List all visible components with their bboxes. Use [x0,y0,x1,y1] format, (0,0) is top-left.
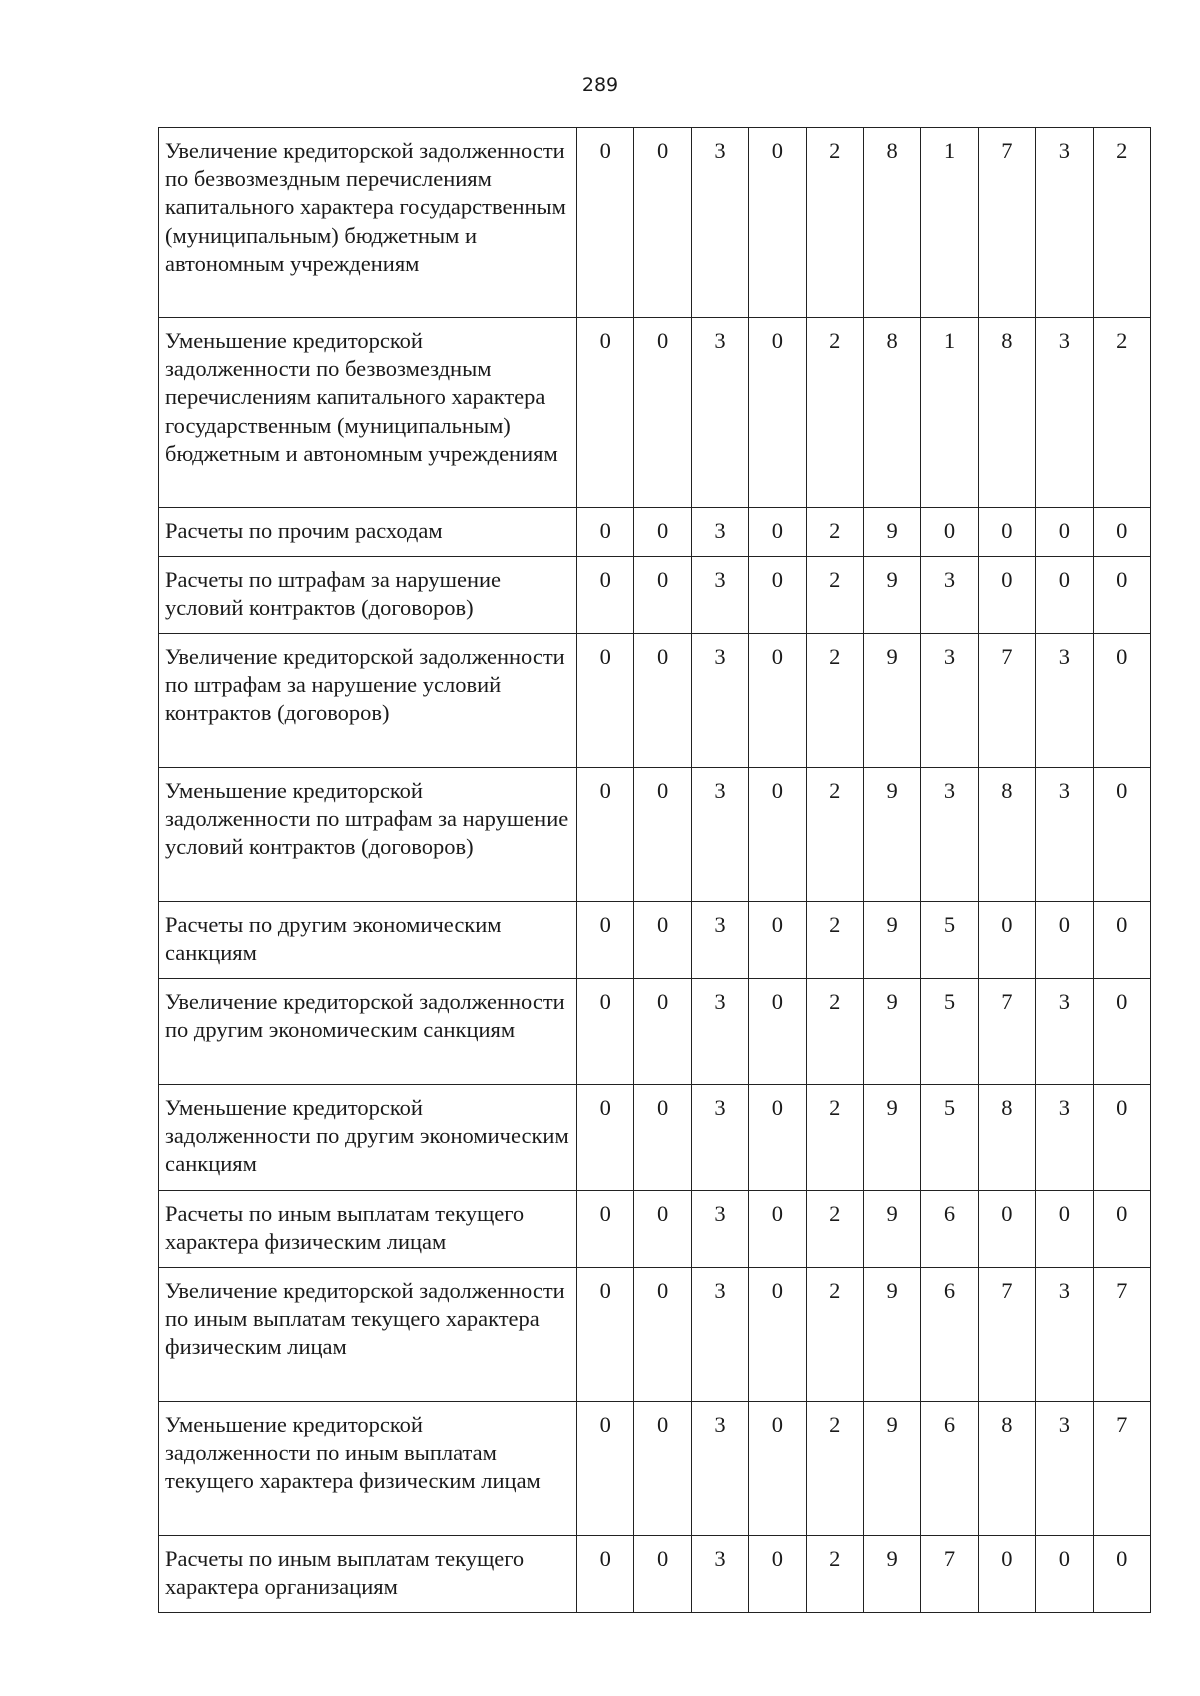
code-digit-cell: 1 [921,318,978,508]
code-digit-cell: 0 [634,768,691,902]
table-row [159,979,1151,1085]
code-digit-cell: 0 [749,768,806,902]
code-digit-cell: 9 [863,508,920,557]
code-digit-cell: 3 [1036,1402,1093,1536]
account-name-cell: Расчеты по иным выплатам текущего характера организациям [159,1536,577,1613]
code-digit-cell: 0 [634,1085,691,1191]
code-digit-cell: 7 [978,634,1035,768]
table-row [159,318,1151,508]
code-digit-cell: 3 [1036,1268,1093,1402]
code-digit-cell: 9 [863,979,920,1085]
code-digit-cell: 2 [806,318,863,508]
code-digit-cell: 0 [634,1536,691,1613]
code-digit-cell: 3 [691,508,748,557]
code-digit-cell: 9 [863,902,920,979]
code-digit-cell: 0 [749,902,806,979]
table-row [159,902,1151,979]
code-digit-cell: 0 [634,508,691,557]
code-digit-cell: 3 [1036,768,1093,902]
code-digit-cell: 3 [1036,1085,1093,1191]
table-row [159,128,1151,318]
code-digit-cell: 0 [577,1085,634,1191]
code-digit-cell: 0 [749,979,806,1085]
table-row [159,1402,1151,1536]
code-digit-cell: 0 [1093,1536,1150,1613]
code-digit-cell: 0 [634,979,691,1085]
code-digit-cell: 0 [1093,634,1150,768]
code-digit-cell: 0 [749,557,806,634]
code-digit-cell: 0 [577,979,634,1085]
code-digit-cell: 3 [691,768,748,902]
code-digit-cell: 0 [1036,1191,1093,1268]
account-code-table [158,127,1151,1613]
code-digit-cell: 0 [577,128,634,318]
code-digit-cell: 9 [863,1402,920,1536]
code-digit-cell: 2 [806,1536,863,1613]
code-digit-cell: 0 [749,634,806,768]
code-digit-cell: 5 [921,1085,978,1191]
code-digit-cell: 0 [577,508,634,557]
account-name-cell: Уменьшение кредиторской задолженности по безвозмездным перечислениям капитального характера государственным (муниципальным) бюджетным и автономным учреждениям [159,318,577,508]
table-row [159,1191,1151,1268]
code-digit-cell: 0 [1093,768,1150,902]
code-digit-cell: 3 [691,557,748,634]
code-digit-cell: 0 [577,1191,634,1268]
code-digit-cell: 7 [1093,1402,1150,1536]
code-digit-cell: 1 [921,128,978,318]
code-digit-cell: 0 [577,557,634,634]
code-digit-cell: 0 [634,557,691,634]
code-digit-cell: 0 [577,1268,634,1402]
code-digit-cell: 0 [1093,557,1150,634]
account-name-cell: Уменьшение кредиторской задолженности по штрафам за нарушение условий контрактов (договоров) [159,768,577,902]
code-digit-cell: 0 [634,318,691,508]
code-digit-cell: 3 [691,1085,748,1191]
code-digit-cell: 0 [749,508,806,557]
code-digit-cell: 3 [691,979,748,1085]
code-digit-cell: 3 [921,634,978,768]
code-digit-cell: 0 [634,1268,691,1402]
account-name-cell: Расчеты по другим экономическим санкциям [159,902,577,979]
code-digit-cell: 0 [749,1191,806,1268]
code-digit-cell: 2 [806,634,863,768]
code-digit-cell: 0 [577,902,634,979]
code-digit-cell: 7 [978,128,1035,318]
code-digit-cell: 0 [749,1085,806,1191]
code-digit-cell: 7 [921,1536,978,1613]
code-digit-cell: 8 [863,128,920,318]
code-digit-cell: 0 [749,318,806,508]
code-digit-cell: 3 [691,318,748,508]
code-digit-cell: 6 [921,1268,978,1402]
code-digit-cell: 2 [806,768,863,902]
code-digit-cell: 2 [806,902,863,979]
code-digit-cell: 0 [634,1191,691,1268]
code-digit-cell: 3 [691,634,748,768]
code-digit-cell: 2 [1093,318,1150,508]
code-digit-cell: 7 [978,1268,1035,1402]
code-digit-cell: 2 [806,557,863,634]
account-name-cell: Уменьшение кредиторской задолженности по другим экономическим санкциям [159,1085,577,1191]
table-row [159,1268,1151,1402]
code-digit-cell: 0 [1093,902,1150,979]
code-digit-cell: 2 [1093,128,1150,318]
code-digit-cell: 9 [863,557,920,634]
table-row [159,1085,1151,1191]
account-name-cell: Увеличение кредиторской задолженности по штрафам за нарушение условий контрактов (договоров) [159,634,577,768]
code-digit-cell: 0 [1036,508,1093,557]
account-name-cell: Увеличение кредиторской задолженности по другим экономическим санкциям [159,979,577,1085]
code-digit-cell: 3 [691,902,748,979]
code-digit-cell: 2 [806,1191,863,1268]
code-digit-cell: 8 [978,1402,1035,1536]
account-name-cell: Увеличение кредиторской задолженности по безвозмездным перечислениям капитального характера государственным (муниципальным) бюджетным и автономным учреждениям [159,128,577,318]
code-digit-cell: 3 [691,128,748,318]
code-digit-cell: 3 [1036,634,1093,768]
code-digit-cell: 0 [978,557,1035,634]
account-name-cell: Уменьшение кредиторской задолженности по иным выплатам текущего характера физическим лицам [159,1402,577,1536]
code-digit-cell: 0 [1093,1085,1150,1191]
page-number: 289 [581,74,619,96]
account-name-cell: Расчеты по штрафам за нарушение условий контрактов (договоров) [159,557,577,634]
code-digit-cell: 2 [806,1085,863,1191]
code-digit-cell: 6 [921,1191,978,1268]
code-digit-cell: 0 [577,634,634,768]
code-digit-cell: 7 [1093,1268,1150,1402]
code-digit-cell: 8 [978,318,1035,508]
code-digit-cell: 3 [691,1536,748,1613]
table-row [159,634,1151,768]
code-digit-cell: 0 [978,902,1035,979]
code-digit-cell: 3 [921,557,978,634]
table-row [159,1536,1151,1613]
code-digit-cell: 9 [863,634,920,768]
account-name-cell: Расчеты по прочим расходам [159,508,577,557]
table-row [159,557,1151,634]
code-digit-cell: 0 [634,1402,691,1536]
code-digit-cell: 2 [806,1268,863,1402]
code-digit-cell: 9 [863,1536,920,1613]
code-digit-cell: 5 [921,902,978,979]
code-digit-cell: 9 [863,1268,920,1402]
code-digit-cell: 0 [978,1191,1035,1268]
code-digit-cell: 0 [577,1536,634,1613]
code-digit-cell: 0 [749,1536,806,1613]
code-digit-cell: 3 [691,1402,748,1536]
code-digit-cell: 0 [978,1536,1035,1613]
code-digit-cell: 7 [978,979,1035,1085]
code-digit-cell: 8 [978,1085,1035,1191]
code-digit-cell: 5 [921,979,978,1085]
account-name-cell: Увеличение кредиторской задолженности по иным выплатам текущего характера физическим лицам [159,1268,577,1402]
code-digit-cell: 0 [1036,902,1093,979]
code-digit-cell: 3 [691,1268,748,1402]
code-digit-cell: 0 [577,768,634,902]
code-digit-cell: 0 [921,508,978,557]
code-digit-cell: 3 [921,768,978,902]
code-digit-cell: 2 [806,128,863,318]
code-digit-cell: 0 [1036,1536,1093,1613]
code-digit-cell: 3 [1036,128,1093,318]
code-digit-cell: 6 [921,1402,978,1536]
code-digit-cell: 2 [806,1402,863,1536]
code-digit-cell: 3 [1036,979,1093,1085]
table-row [159,508,1151,557]
code-digit-cell: 2 [806,508,863,557]
code-digit-cell: 3 [1036,318,1093,508]
code-digit-cell: 0 [749,1402,806,1536]
code-digit-cell: 3 [691,1191,748,1268]
code-digit-cell: 8 [978,768,1035,902]
code-digit-cell: 0 [1093,508,1150,557]
code-digit-cell: 0 [978,508,1035,557]
code-digit-cell: 0 [1036,557,1093,634]
code-digit-cell: 0 [1093,1191,1150,1268]
code-digit-cell: 0 [577,318,634,508]
code-digit-cell: 0 [634,634,691,768]
code-digit-cell: 8 [863,318,920,508]
table-row [159,768,1151,902]
code-digit-cell: 9 [863,768,920,902]
code-digit-cell: 0 [577,1402,634,1536]
code-digit-cell: 9 [863,1085,920,1191]
code-digit-cell: 0 [749,1268,806,1402]
code-digit-cell: 0 [1093,979,1150,1085]
code-digit-cell: 0 [749,128,806,318]
code-digit-cell: 0 [634,128,691,318]
account-name-cell: Расчеты по иным выплатам текущего характера физическим лицам [159,1191,577,1268]
code-digit-cell: 0 [634,902,691,979]
code-digit-cell: 2 [806,979,863,1085]
code-digit-cell: 9 [863,1191,920,1268]
